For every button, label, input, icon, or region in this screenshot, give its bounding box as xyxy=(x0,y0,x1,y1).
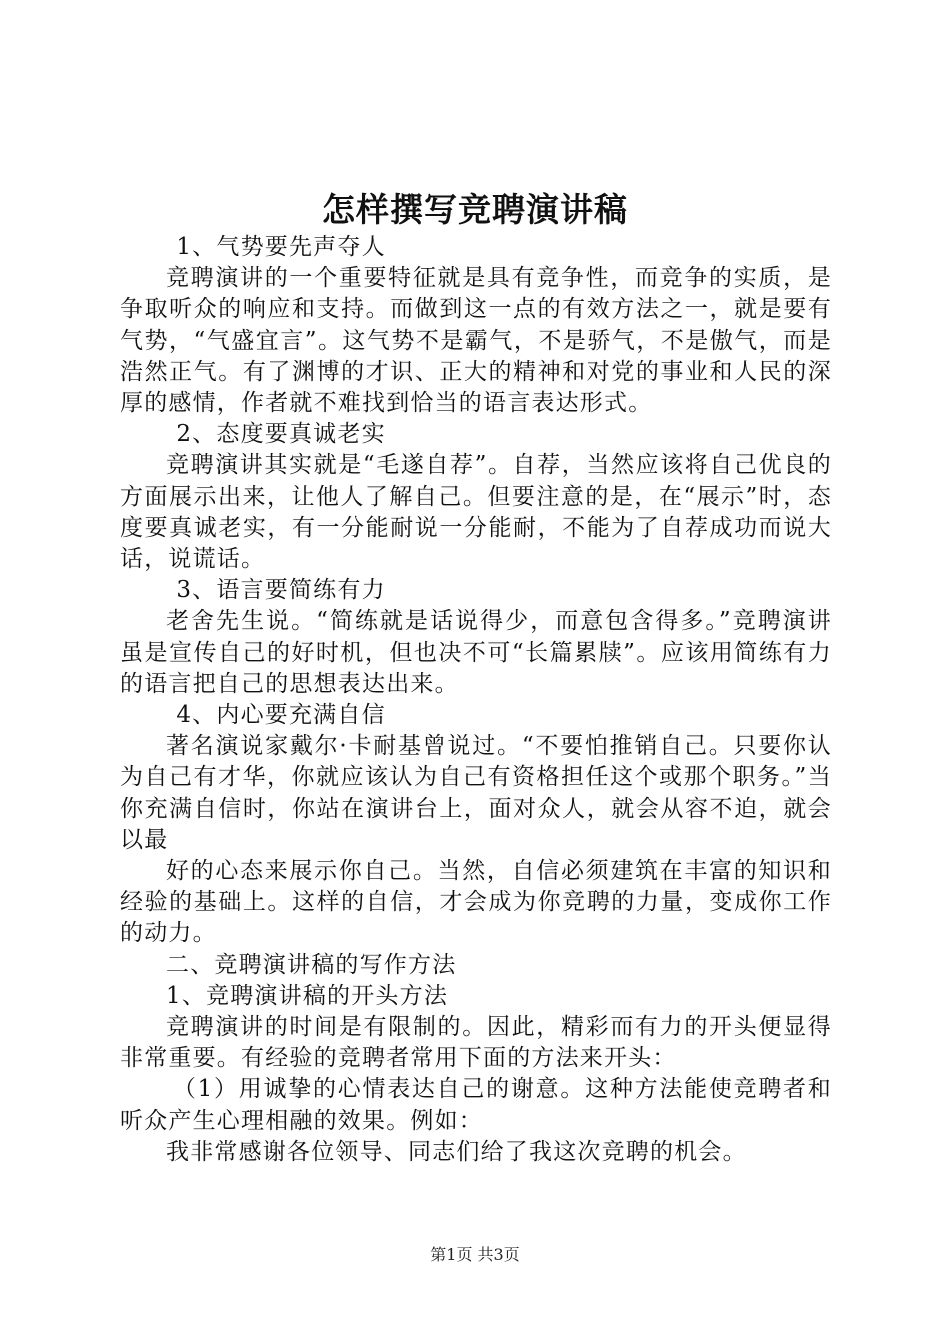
body-paragraph: （1）用诚挚的心情表达自己的谢意。这种方法能使竞聘者和听众产生心理相融的效果。例如： xyxy=(120,1076,832,1134)
section-heading: 二、竞聘演讲稿的写作方法 xyxy=(166,951,457,978)
body-paragraph: 竞聘演讲的时间是有限制的。因此，精彩而有力的开头便显得非常重要。有经验的竞聘者常用下面的方法来开头： xyxy=(120,1014,832,1072)
section-heading: 1、竞聘演讲稿的开头方法 xyxy=(166,982,449,1009)
body-paragraph: 著名演说家戴尔·卡耐基曾说过。“不要怕推销自己。只要你认为自己有才华，你就应该认为自己有资格担任这个或那个职务。”当你充满自信时，你站在演讲台上，面对众人，就会从容不迫，就会以最 xyxy=(120,733,832,853)
document-title: 怎样撰写竞聘演讲稿 xyxy=(322,190,628,229)
body-paragraph: 竞聘演讲的一个重要特征就是具有竞争性，而竞争的实质，是争取听众的响应和支持。而做到这一点的有效方法之一，就是要有气势，“气盛宜言”。这气势不是霸气，不是骄气，不是傲气，而是浩然正气。有了渊博的才识、正大的精神和对党的事业和人民的深厚的感情，作者就不难找到恰当的语言表达形式。 xyxy=(120,265,832,417)
body-paragraph: 老舍先生说。“简练就是话说得少，而意包含得多。”竞聘演讲虽是宣传自己的好时机，但也决不可“长篇累牍”。应该用简练有力的语言把自己的思想表达出来。 xyxy=(120,608,832,697)
body-paragraph: 好的心态来展示你自己。当然，自信必须建筑在丰富的知识和经验的基础上。这样的自信，才会成为你竞聘的力量，变成你工作的动力。 xyxy=(120,858,832,947)
section-heading: 2、态度要真诚老实 xyxy=(176,421,386,448)
body-paragraph: 竞聘演讲其实就是“毛遂自荐”。自荐，当然应该将自己优良的方面展示出来，让他人了解自己。但要注意的是，在“展示”时，态度要真诚老实，有一分能耐说一分能耐，不能为了自荐成功而说大话，说谎话。 xyxy=(120,452,832,573)
page-number-footer: 第1页 共3页 xyxy=(430,1245,520,1264)
document-body xyxy=(120,232,832,1168)
body-paragraph: 我非常感谢各位领导、同志们给了我这次竞聘的机会。 xyxy=(166,1138,747,1165)
section-heading: 1、气势要先声夺人 xyxy=(176,234,386,260)
section-heading: 4、内心要充满自信 xyxy=(176,702,386,729)
section-heading: 3、语言要简练有力 xyxy=(176,577,386,604)
